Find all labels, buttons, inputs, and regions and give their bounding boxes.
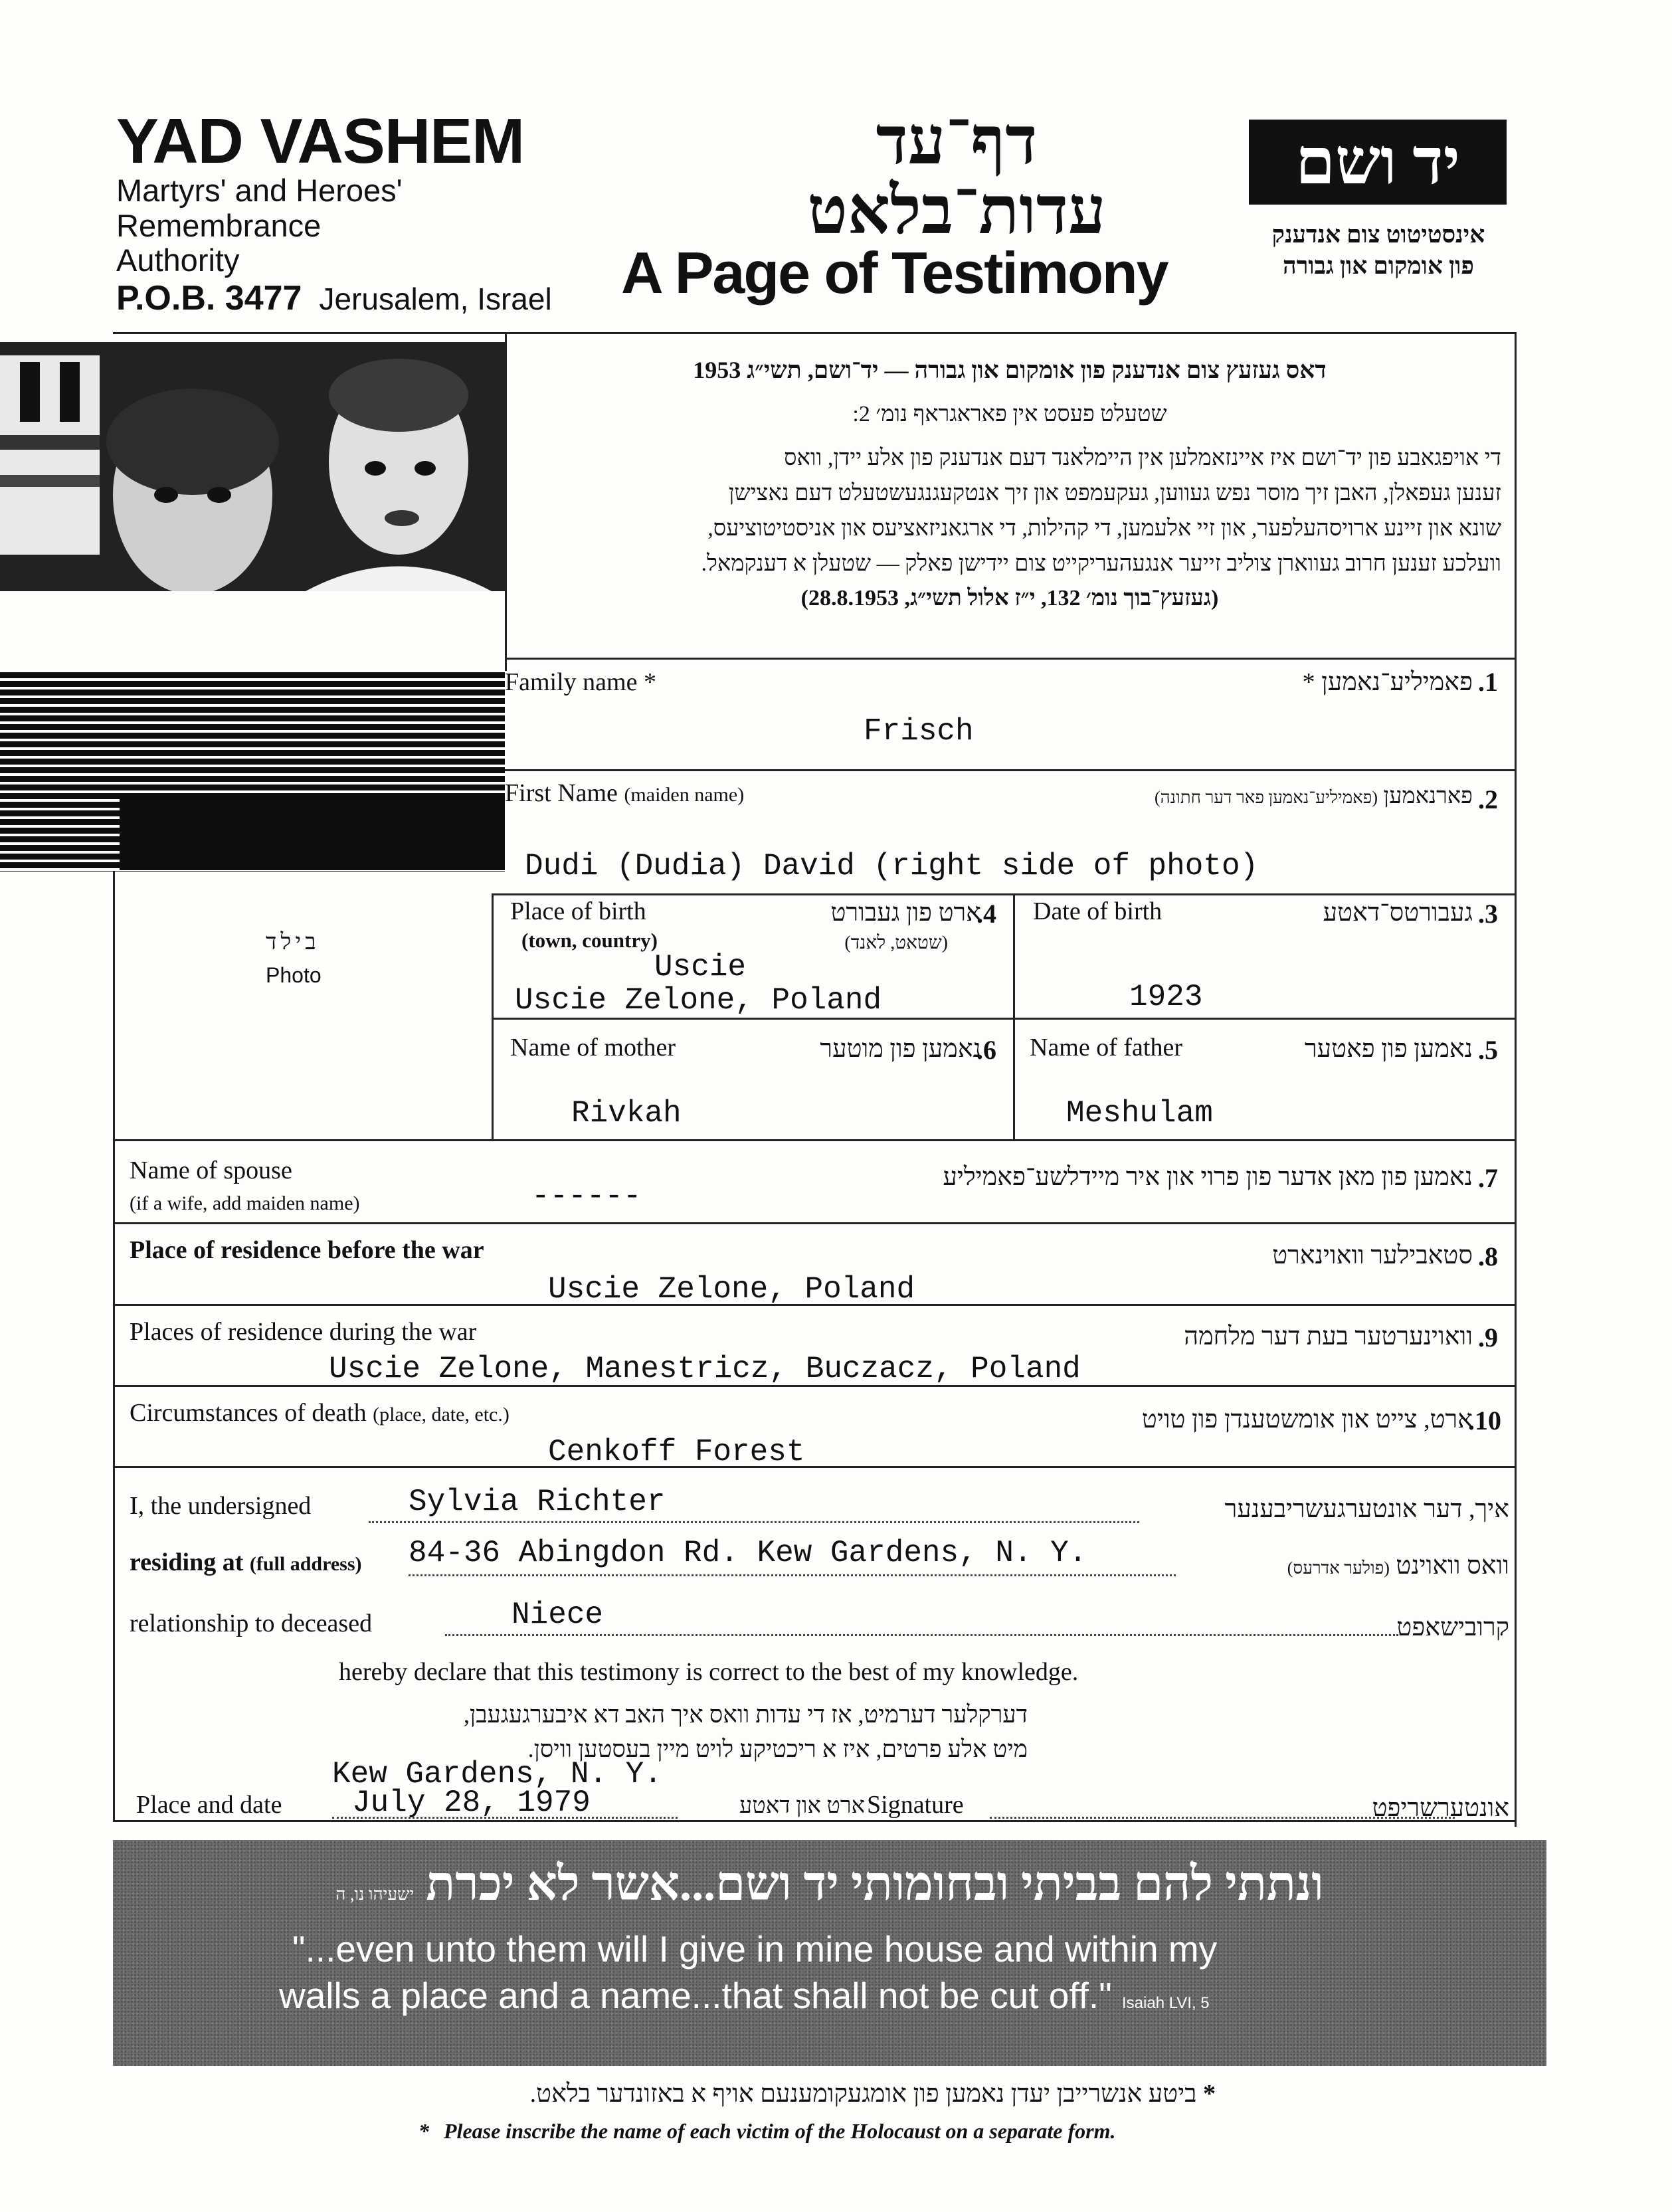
photo-right-rule (492, 893, 494, 1141)
prewar-residence-label: Place of residence before the war (130, 1236, 484, 1264)
prewar-residence-value: Uscie Zelone, Poland (548, 1272, 915, 1307)
signature-label: Signature (867, 1791, 964, 1819)
relationship-label: relationship to deceased (130, 1610, 373, 1637)
place-date-label-yi: ארט און דאטע (739, 1794, 865, 1818)
birthplace-label-yi: ארט פון געבורט (830, 899, 981, 927)
intro-line-2: שטעלט פעסט אין פאראגראף נומ׳ 2: (852, 401, 1167, 426)
field-number-1: .1 (1478, 667, 1498, 697)
frame-left (113, 857, 115, 1820)
logo-subtitle-1: אינסטיטוט צום אנדענק (1271, 221, 1485, 248)
residing-note: (full address) (249, 1553, 362, 1575)
intro-left-rule (505, 332, 507, 671)
intro-line-1: דאס געזעץ צום אנדענק פון אומקום און גבורה — יד־ושם, תשי״ג 1953 (693, 357, 1327, 383)
rule-f3 (492, 893, 1516, 895)
first-name-note: (maiden name) (624, 784, 745, 806)
frame-top (113, 332, 1516, 334)
redaction-block (120, 797, 505, 870)
signature-label-yi: אונטערשריפט (1372, 1794, 1509, 1822)
yiddish-title-1: דף־עד (876, 104, 1038, 178)
father-name-value: Meshulam (1066, 1096, 1213, 1131)
family-name-value: Frisch (864, 714, 974, 749)
banner-hebrew-ref: ישעיהו נו, ה (335, 1885, 415, 1904)
frame-right (1515, 332, 1517, 1827)
death-circumstances-label-yi: ארט, צייט און אומשטענדן פון טויט (1141, 1406, 1473, 1433)
intro-line-5: שונא און זיינע ארויסהעלפער, און זיי אלעמען, די קהילות, די ארגאניזאציעס און אניסטיטוציעס, (707, 515, 1501, 541)
mother-name-label-yi: נאמען פון מוטער (820, 1035, 981, 1063)
relationship-value: Niece (511, 1598, 604, 1632)
residing-note-yi: (פולער אדרעס) (1287, 1558, 1390, 1578)
residing-label-yi-text: וואס וואוינט (1396, 1552, 1509, 1580)
undersigned-value: Sylvia Richter (409, 1485, 666, 1519)
undersigned-label: I, the undersigned (130, 1492, 312, 1520)
spouse-name-value: ------ (531, 1179, 642, 1214)
rule-f6 (113, 1139, 1516, 1141)
first-name-label-yi-text: פארנאמען (1383, 784, 1473, 808)
footer-note-yi-text: ביטע אנשרייבן יעדן נאמען פון אומגעקומענעם אויף א באזונדער בלאט. (529, 2080, 1197, 2108)
family-name-label-yi: פאמיליע־נאמען * (1302, 668, 1473, 696)
banner-english-2: walls a place and a name...that shall not be cut off." (279, 1975, 1112, 2016)
footer-asterisk-yi: * (1203, 2080, 1216, 2108)
org-name: YAD VASHEM (116, 106, 525, 177)
wartime-residence-label: Places of residence during the war (130, 1318, 477, 1346)
photo-image (0, 342, 505, 591)
first-name-label (505, 779, 744, 808)
field-number-9: .9 (1478, 1323, 1498, 1352)
banner-english-1: "...even unto them will I give in mine house and within my (292, 1928, 1218, 1970)
field-number-8: .8 (1478, 1242, 1498, 1271)
rule-f2 (505, 769, 1516, 771)
intro-line-7: (געזעץ־בוך נומ׳ 132, י״ז אלול תשי״ג, 28.8.1953) (800, 586, 1219, 611)
spouse-name-note: (if a wife, add maiden name) (130, 1192, 360, 1214)
undersigned-label-yi: איך, דער אונטערגעשריבענער (1224, 1495, 1509, 1523)
birthdate-label-yi: געבורטס־דאטע (1323, 899, 1473, 927)
footer-note-en (418, 2119, 1115, 2144)
mother-name-label: Name of mother (510, 1034, 676, 1061)
residing-value: 84-36 Abingdon Rd. Kew Gardens, N. Y. (409, 1536, 1087, 1570)
birthplace-note-yi: (שטאט, לאנד) (844, 933, 948, 953)
photo-label-yi: בילד (266, 930, 320, 955)
org-line-1: Martyrs' and Heroes' (116, 173, 403, 208)
death-circumstances-value: Cenkoff Forest (548, 1435, 805, 1469)
rule-f5 (492, 1018, 1516, 1020)
place-date-label: Place and date (136, 1791, 282, 1819)
intro-line-6: וועלכע זענען חרוב געווארן צוליב זייער אנגעהעריקייט צום יידישן פאלק — שטעלן א דענקמאל. (701, 551, 1501, 576)
field-number-2: .2 (1478, 784, 1498, 814)
relationship-label-yi: קרובישאפט (1396, 1613, 1509, 1641)
org-line-3: Authority (116, 242, 240, 278)
spouse-name-label-yi: נאמען פון מאן אדער פון פרוי און איר מיידלשע־פאמיליע (943, 1163, 1473, 1191)
org-line-2: Remembrance (116, 207, 322, 243)
banner-english-ref: Isaiah LVI, 5 (1122, 1994, 1210, 2012)
yiddish-title-2: עדות־בלאט (807, 174, 1106, 248)
field-number-7: .7 (1478, 1163, 1498, 1193)
prewar-residence-label-yi: סטאבילער וואוינארט (1272, 1242, 1473, 1269)
residing-label (130, 1548, 362, 1577)
birthplace-value-2: Uscie Zelone, Poland (515, 983, 882, 1018)
banner-hebrew (113, 1857, 1546, 1912)
field-number-10: .10 (1468, 1406, 1501, 1435)
logo-subtitle (1236, 219, 1521, 282)
birthplace-value-1: Uscie (654, 950, 747, 984)
isaiah-banner (113, 1840, 1546, 2066)
photo-label-en: Photo (266, 963, 322, 987)
footer-note-en-text: Please inscribe the name of each victim of the Holocaust on a separate form. (444, 2119, 1116, 2143)
declaration-yi-1: דערקלער דערמיט, אז די עדות וואס איך האב דא איבערגעגעבן, (464, 1701, 1028, 1728)
rule-f1 (505, 658, 1516, 660)
first-name-note-yi: (פאמיליע־נאמען פאר דער חתונה) (1155, 788, 1378, 807)
po-box: P.O.B. 3477 (116, 278, 302, 318)
death-circumstances-label-text: Circumstances of death (130, 1399, 367, 1427)
field-number-6: .6 (976, 1035, 996, 1065)
birthplace-label: Place of birth (510, 897, 646, 925)
wartime-residence-label-yi: וואוינערטער בעת דער מלחמה (1184, 1323, 1473, 1350)
death-circumstances-label (130, 1398, 510, 1428)
death-circumstances-note: (place, date, etc.) (373, 1404, 510, 1426)
law-intro (518, 352, 1501, 616)
birthplace-note: (town, country) (521, 929, 658, 952)
residing-label-yi (1287, 1551, 1509, 1580)
first-name-label-text: First Name (505, 779, 618, 807)
victim-photo (0, 342, 505, 591)
intro-line-3: די אויפגאבע פון יד־ושם איז איינזאמלען אין היימלאנד דעם אנדענק פון אלע יידן, וואס (784, 446, 1501, 471)
birthdate-value: 1923 (1129, 980, 1203, 1014)
banner-hebrew-text: ונתתי להם בביתי ובחומותי יד ושם...אשר לא יכרת (426, 1857, 1324, 1910)
mother-name-value: Rivkah (571, 1096, 682, 1131)
spouse-name-label: Name of spouse (130, 1156, 292, 1184)
first-name-value: Dudi (Dudia) David (right side of photo) (525, 849, 1259, 883)
declaration-en: hereby declare that this testimony is correct to the best of my knowledge. (339, 1658, 1079, 1686)
residing-label-text: residing at (130, 1548, 244, 1576)
banner-english-2-wrap (279, 1973, 1210, 2019)
first-name-label-yi (1155, 784, 1473, 809)
declaration-yi-2: מיט אלע פרטים, איז א ריכטיקע לויט מיין בעסטען וויסן. (527, 1736, 1028, 1762)
yiddish-title (731, 106, 1182, 246)
date-value: July 28, 1979 (352, 1786, 591, 1820)
father-name-label: Name of father (1030, 1034, 1182, 1061)
field-number-3: .3 (1478, 899, 1498, 929)
wartime-residence-value: Uscie Zelone, Manestricz, Buczacz, Poland (329, 1352, 1081, 1386)
rule-f10 (113, 1466, 1516, 1468)
footer-asterisk-en: * (418, 2119, 429, 2143)
family-name-label: Family name * (505, 668, 656, 696)
org-city: Jerusalem, Israel (319, 281, 552, 316)
field-number-5: .5 (1478, 1035, 1498, 1065)
yad-vashem-logo: יד ושם (1249, 120, 1507, 205)
logo-subtitle-2: פון אומקום און גבורה (1283, 252, 1474, 279)
intro-line-4: זענען געפאלן, האבן זיך מוסר נפש געווען, געקעמפט און זיך אנטקעגנגעשטעלט דעם נאצישן (728, 481, 1501, 506)
footer-note-yi (399, 2079, 1216, 2108)
place-value: Kew Gardens, N. Y. (332, 1757, 662, 1792)
page-title: A Page of Testimony (621, 240, 1168, 306)
frame-bottom (113, 1820, 1516, 1822)
rule-f7 (113, 1222, 1516, 1224)
org-block (116, 106, 552, 318)
father-name-label-yi: נאמען פון פאטער (1304, 1035, 1473, 1063)
mid-rule (1013, 893, 1015, 1141)
field-number-4: .4 (976, 899, 996, 929)
birthdate-label: Date of birth (1033, 897, 1162, 925)
